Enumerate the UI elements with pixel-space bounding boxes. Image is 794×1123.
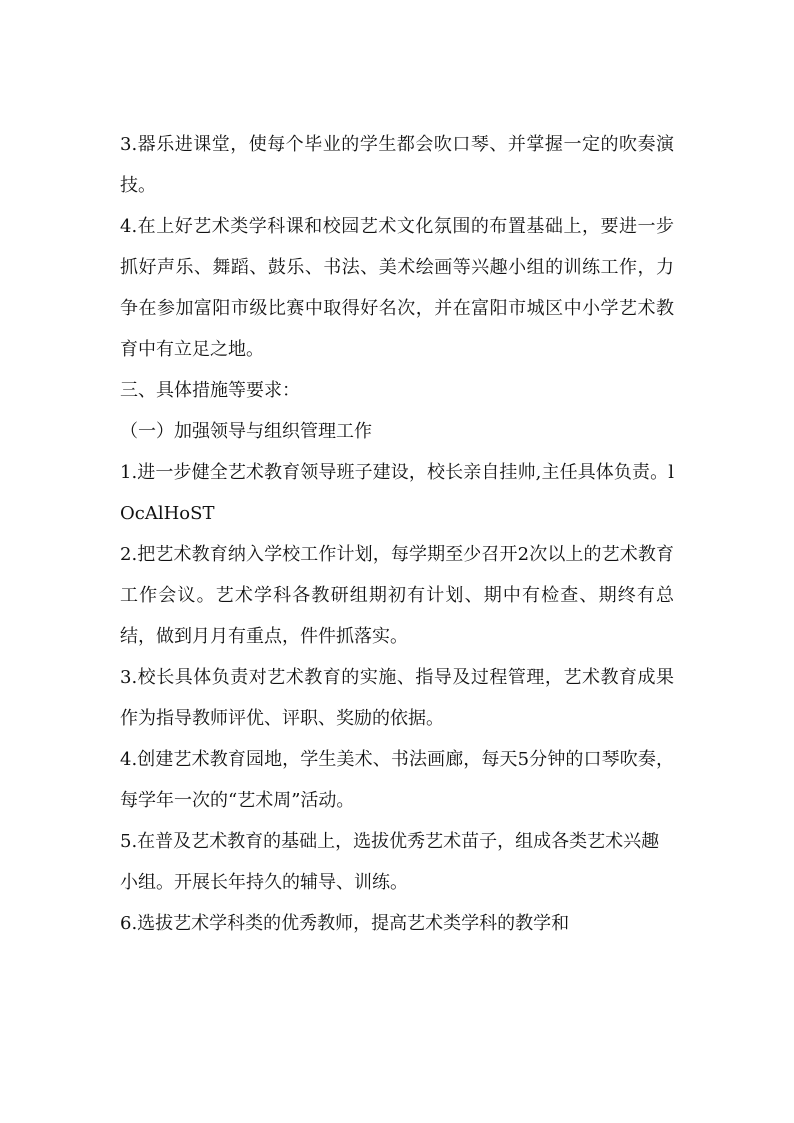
paragraph-groups-training: 小组。开展长年持久的辅导、训练。 [120,872,408,893]
paragraph-art-garden: 4.创建艺术教育园地，学生美术、书法画廊，每天5分钟的口琴吹奏，每学年一次的“艺术周”活动。 [120,749,674,811]
paragraph-select-teachers: 6.选拔艺术学科类的优秀教师，提高艺术类学科的教学和 [120,913,570,934]
paragraph-select-talent: 5.在普及艺术教育的基础上，选拔优秀艺术苗子，组成各类艺术兴趣 [120,831,660,852]
paragraph-instrument-class: 3.器乐进课堂，使每个毕业的学生都会吹口琴、并掌握一定的吹奏演技。 [120,134,674,196]
paragraph-principal-responsibility: 3.校长具体负责对艺术教育的实施、指导及过程管理，艺术教育成果作为指导教师评优、评职、奖励的依据。 [120,667,674,729]
document-body [120,124,674,944]
paragraph-leadership-team: 1.进一步健全艺术教育领导班子建设，校长亲自挂帅,主任具体负责。lOcAlHoST [120,462,674,524]
paragraph-work-plan: 2.把艺术教育纳入学校工作计划，每学期至少召开2次以上的艺术教育工作会议。艺术学科各教研组期初有计划、期中有检查、期终有总结，做到月月有重点，件件抓落实。 [120,544,674,647]
paragraph-interest-groups: 4.在上好艺术类学科课和校园艺术文化氛围的布置基础上，要进一步抓好声乐、舞蹈、鼓乐、书法、美术绘画等兴趣小组的训练工作，力争在参加富阳市级比赛中取得好名次，并在富阳市城区中小学艺术教育中有立足之地。 [120,216,674,360]
subsection-heading-leadership: （一）加强领导与组织管理工作 [120,421,372,442]
section-heading-measures: 三、具体措施等要求： [120,380,300,401]
